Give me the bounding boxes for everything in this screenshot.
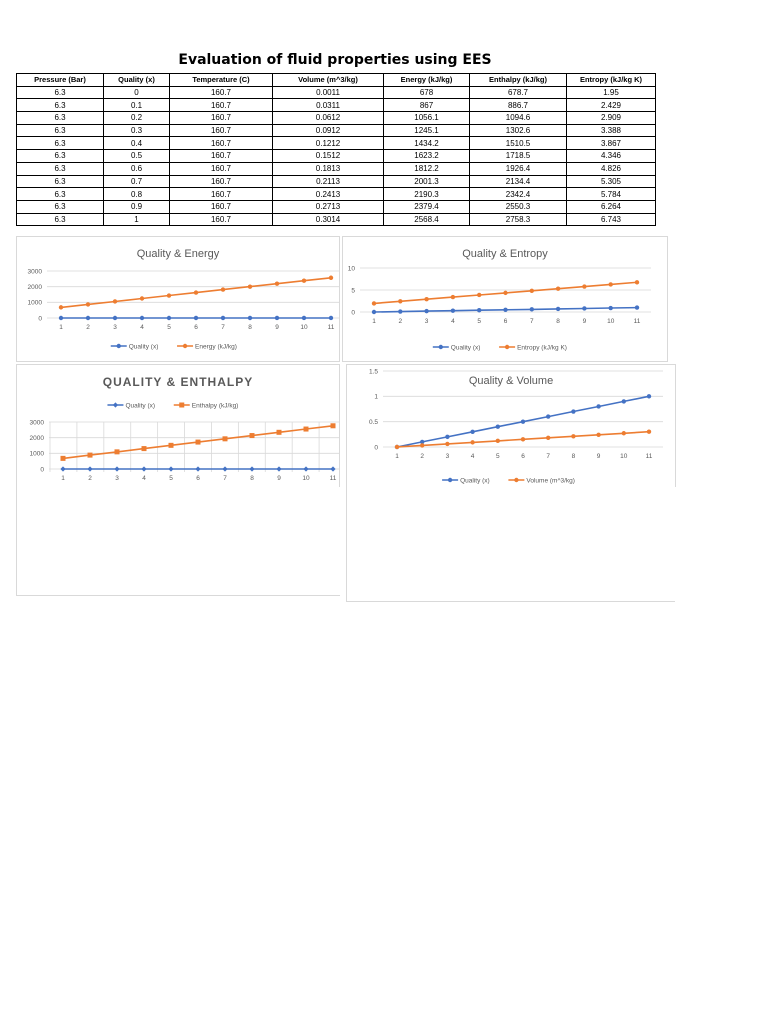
table-cell: 0.0311 (273, 99, 384, 112)
table-cell: 3.388 (567, 124, 656, 137)
table-cell: 1 (104, 213, 170, 226)
data-point (168, 466, 173, 471)
data-point (546, 414, 550, 418)
table-cell: 6.3 (17, 188, 104, 201)
data-point (87, 466, 92, 471)
data-point (470, 440, 474, 444)
data-point (596, 433, 600, 437)
table-cell: 0.2113 (273, 175, 384, 188)
x-tick-label: 7 (529, 318, 534, 325)
data-point (647, 430, 651, 434)
x-tick-label: 8 (248, 324, 252, 331)
table-row (17, 175, 656, 188)
x-tick-label: 9 (596, 453, 601, 460)
legend-marker (448, 478, 452, 482)
data-point (571, 434, 575, 438)
y-tick-label: 1.5 (368, 368, 378, 376)
y-tick-label: 0 (40, 466, 44, 474)
data-point (424, 297, 428, 301)
table-cell: 160.7 (170, 162, 273, 175)
data-point (398, 299, 402, 303)
table-header-cell: Enthalpy (kJ/kg) (470, 74, 567, 87)
x-tick-label: 3 (445, 453, 450, 460)
legend-label: Quality (x) (128, 343, 159, 351)
data-point (194, 290, 198, 294)
table-cell: 0.8 (104, 188, 170, 201)
x-tick-label: 8 (250, 475, 254, 482)
table-cell: 1056.1 (384, 112, 470, 125)
legend-label: Enthalpy (kJ/kg) (191, 402, 239, 410)
data-point (196, 440, 201, 445)
chart-quality-volume (346, 364, 676, 487)
chart-quality-energy-svg (17, 237, 339, 361)
data-point (195, 466, 200, 471)
data-point (609, 282, 613, 286)
data-point (60, 466, 65, 471)
table-cell: 6.3 (17, 200, 104, 213)
table-cell: 5.305 (567, 175, 656, 188)
table-header-cell: Volume (m^3/kg) (273, 74, 384, 87)
x-tick-label: 5 (477, 318, 482, 325)
data-point (330, 466, 335, 471)
table-cell: 2134.4 (470, 175, 567, 188)
data-point (596, 404, 600, 408)
x-tick-label: 11 (633, 318, 641, 325)
table-cell: 0.2413 (273, 188, 384, 201)
data-point (647, 394, 651, 398)
data-point (420, 443, 424, 447)
table-row (17, 213, 656, 226)
y-tick-label: 3000 (29, 419, 44, 427)
data-point (249, 466, 254, 471)
volume-frame-left (346, 486, 347, 602)
table-cell: 2190.3 (384, 188, 470, 201)
x-tick-label: 9 (275, 324, 279, 331)
table-header-cell: Entropy (kJ/kg K) (567, 74, 656, 87)
table-row (17, 112, 656, 125)
table-cell: 2568.4 (384, 213, 470, 226)
table-cell: 6.3 (17, 150, 104, 163)
data-point (546, 436, 550, 440)
legend-marker (514, 478, 518, 482)
x-tick-label: 2 (86, 324, 90, 331)
table-cell: 0.1 (104, 99, 170, 112)
y-tick-label: 0.5 (368, 418, 378, 426)
data-point (331, 423, 336, 428)
x-tick-label: 3 (115, 475, 119, 482)
x-tick-label: 7 (546, 453, 551, 460)
legend-marker (113, 402, 118, 407)
x-tick-label: 6 (503, 318, 508, 325)
table-row (17, 137, 656, 150)
data-point (115, 449, 120, 454)
table-cell: 1245.1 (384, 124, 470, 137)
table-cell: 6.264 (567, 200, 656, 213)
table-cell: 6.3 (17, 213, 104, 226)
legend-label: Entropy (kJ/kg K) (517, 344, 567, 352)
x-tick-label: 4 (140, 324, 144, 331)
table-cell: 0.3014 (273, 213, 384, 226)
y-tick-label: 1 (374, 393, 378, 401)
chart-quality-energy (16, 236, 340, 362)
y-tick-label: 10 (347, 265, 355, 273)
table-cell: 6.743 (567, 213, 656, 226)
x-tick-label: 11 (327, 324, 335, 331)
data-point (304, 427, 309, 432)
enthalpy-frame-left (16, 486, 17, 596)
data-point (250, 433, 255, 438)
data-point (521, 419, 525, 423)
table-cell: 0 (104, 86, 170, 99)
x-tick-label: 5 (495, 453, 500, 460)
data-point (530, 307, 534, 311)
table-cell: 678.7 (470, 86, 567, 99)
x-tick-label: 1 (61, 475, 65, 482)
table-cell: 678 (384, 86, 470, 99)
table-cell: 1094.6 (470, 112, 567, 125)
table-cell: 0.0612 (273, 112, 384, 125)
data-point (503, 291, 507, 295)
table-cell: 1812.2 (384, 162, 470, 175)
table-cell: 160.7 (170, 188, 273, 201)
x-tick-label: 10 (620, 453, 628, 460)
data-point (622, 431, 626, 435)
data-point (571, 409, 575, 413)
table-cell: 160.7 (170, 86, 273, 99)
legend-label: Volume (m^3/kg) (526, 477, 575, 485)
chart-quality-entropy-svg (343, 237, 667, 361)
x-tick-label: 3 (113, 324, 117, 331)
table-cell: 2550.3 (470, 200, 567, 213)
data-point (167, 293, 171, 297)
data-point (556, 286, 560, 290)
legend-marker (183, 344, 187, 348)
data-point (635, 280, 639, 284)
table-header-cell: Pressure (Bar) (17, 74, 104, 87)
y-tick-label: 0 (351, 309, 355, 317)
data-point (222, 466, 227, 471)
table-row (17, 86, 656, 99)
x-tick-label: 10 (607, 318, 615, 325)
table-row (17, 150, 656, 163)
table-cell: 0.1212 (273, 137, 384, 150)
x-tick-label: 11 (329, 475, 337, 482)
chart-title: Quality & Entropy (462, 248, 548, 260)
table-cell: 1510.5 (470, 137, 567, 150)
table-cell: 1926.4 (470, 162, 567, 175)
x-tick-label: 9 (277, 475, 281, 482)
data-point (61, 456, 66, 461)
table-cell: 1623.2 (384, 150, 470, 163)
table-cell: 1718.5 (470, 150, 567, 163)
table-row (17, 124, 656, 137)
data-point (140, 296, 144, 300)
x-tick-label: 10 (300, 324, 308, 331)
table-cell: 6.3 (17, 86, 104, 99)
data-point (622, 399, 626, 403)
x-tick-label: 11 (645, 453, 653, 460)
legend-marker (117, 344, 121, 348)
table-header-cell: Temperature (C) (170, 74, 273, 87)
x-tick-label: 8 (571, 453, 576, 460)
table-cell: 6.3 (17, 175, 104, 188)
page-title: Evaluation of fluid properties using EES (178, 52, 492, 68)
data-point (372, 310, 376, 314)
legend-marker (179, 403, 184, 408)
data-point (582, 306, 586, 310)
data-point (503, 308, 507, 312)
data-point (59, 305, 63, 309)
data-point (86, 316, 90, 320)
data-point (169, 443, 174, 448)
table-cell: 160.7 (170, 137, 273, 150)
table-row (17, 200, 656, 213)
x-tick-label: 5 (167, 324, 171, 331)
x-tick-label: 2 (88, 475, 92, 482)
data-point (88, 453, 93, 458)
data-point (140, 316, 144, 320)
table-cell: 160.7 (170, 99, 273, 112)
enthalpy-frame-bottom (16, 595, 340, 596)
x-tick-label: 1 (395, 453, 399, 460)
chart-quality-volume-svg (347, 365, 675, 487)
chart-quality-enthalpy (16, 364, 340, 487)
y-tick-label: 0 (38, 315, 42, 323)
table-cell: 0.7 (104, 175, 170, 188)
table-row (17, 188, 656, 201)
chart-quality-enthalpy-svg (17, 365, 339, 487)
table-cell: 160.7 (170, 112, 273, 125)
data-point (248, 284, 252, 288)
x-tick-label: 6 (194, 324, 198, 331)
chart-quality-entropy (342, 236, 668, 362)
data-point (424, 309, 428, 313)
fluid-properties-table (16, 73, 656, 226)
table-cell: 160.7 (170, 175, 273, 188)
x-tick-label: 4 (451, 318, 455, 325)
data-point (141, 466, 146, 471)
table-cell: 2342.4 (470, 188, 567, 201)
y-tick-label: 5 (351, 287, 355, 295)
table-cell: 0.2713 (273, 200, 384, 213)
y-tick-label: 1000 (29, 450, 44, 458)
data-point (329, 316, 333, 320)
x-tick-label: 10 (302, 475, 310, 482)
x-tick-label: 5 (169, 475, 173, 482)
data-point (275, 316, 279, 320)
data-point (635, 305, 639, 309)
data-point (451, 308, 455, 312)
legend-label: Quality (x) (450, 344, 481, 352)
y-tick-label: 1000 (27, 299, 42, 307)
table-cell: 6.3 (17, 137, 104, 150)
table-cell: 160.7 (170, 124, 273, 137)
table-cell: 1.95 (567, 86, 656, 99)
y-tick-label: 2000 (27, 283, 42, 291)
legend-marker (439, 345, 443, 349)
data-point (142, 446, 147, 451)
table-cell: 2379.4 (384, 200, 470, 213)
x-tick-label: 2 (420, 453, 425, 460)
data-point (395, 445, 399, 449)
x-tick-label: 1 (372, 318, 376, 325)
x-tick-label: 6 (521, 453, 525, 460)
x-tick-label: 7 (221, 324, 225, 331)
table-cell: 0.1512 (273, 150, 384, 163)
x-tick-label: 6 (196, 475, 200, 482)
data-point (302, 316, 306, 320)
x-tick-label: 2 (398, 318, 403, 325)
data-point (556, 307, 560, 311)
table-cell: 1302.6 (470, 124, 567, 137)
data-point (277, 430, 282, 435)
x-tick-label: 4 (142, 475, 146, 482)
table-cell: 0.6 (104, 162, 170, 175)
data-point (114, 466, 119, 471)
data-point (582, 284, 586, 288)
data-point (329, 276, 333, 280)
data-point (167, 316, 171, 320)
data-point (194, 316, 198, 320)
data-point (609, 306, 613, 310)
data-point (372, 301, 376, 305)
chart-title: Quality & Volume (468, 375, 554, 387)
table-cell: 2.429 (567, 99, 656, 112)
table-cell: 2.909 (567, 112, 656, 125)
x-tick-label: 8 (556, 318, 560, 325)
data-point (303, 466, 308, 471)
table-cell: 0.5 (104, 150, 170, 163)
data-point (470, 430, 474, 434)
data-point (113, 316, 117, 320)
data-point (530, 289, 534, 293)
data-point (302, 279, 306, 283)
chart-title: Quality & Energy (136, 248, 220, 260)
data-point (113, 299, 117, 303)
x-tick-label: 3 (424, 318, 429, 325)
data-point (221, 316, 225, 320)
legend-marker (505, 345, 509, 349)
data-point (496, 425, 500, 429)
x-tick-label: 7 (223, 475, 227, 482)
x-tick-label: 9 (582, 318, 587, 325)
table-cell: 0.3 (104, 124, 170, 137)
x-tick-label: 4 (470, 453, 475, 460)
table-cell: 0.1813 (273, 162, 384, 175)
data-point (59, 316, 63, 320)
table-cell: 0.0912 (273, 124, 384, 137)
table-cell: 6.3 (17, 162, 104, 175)
table-cell: 6.3 (17, 112, 104, 125)
data-point (477, 293, 481, 297)
chart-title: QUALITY & ENTHALPY (102, 375, 254, 389)
table-header-cell: Quality (x) (104, 74, 170, 87)
table-cell: 4.826 (567, 162, 656, 175)
table-cell: 0.9 (104, 200, 170, 213)
data-point (445, 435, 449, 439)
data-point (496, 439, 500, 443)
legend-label: Quality (x) (125, 402, 156, 410)
table-header-row (17, 74, 656, 87)
x-tick-label: 1 (59, 324, 63, 331)
table-cell: 6.3 (17, 124, 104, 137)
table-cell: 160.7 (170, 150, 273, 163)
legend-label: Energy (kJ/kg) (195, 343, 237, 351)
table-header-cell: Energy (kJ/kg) (384, 74, 470, 87)
data-point (223, 436, 228, 441)
table-cell: 3.867 (567, 137, 656, 150)
data-point (248, 316, 252, 320)
table-cell: 0.4 (104, 137, 170, 150)
table-cell: 0.2 (104, 112, 170, 125)
table-cell: 886.7 (470, 99, 567, 112)
data-point (221, 287, 225, 291)
data-point (521, 437, 525, 441)
table-cell: 160.7 (170, 200, 273, 213)
data-point (477, 308, 481, 312)
table-cell: 2001.3 (384, 175, 470, 188)
y-tick-label: 0 (374, 444, 378, 452)
legend-label: Quality (x) (460, 477, 490, 485)
table-row (17, 99, 656, 112)
data-point (86, 302, 90, 306)
data-point (451, 295, 455, 299)
table-cell: 867 (384, 99, 470, 112)
data-point (275, 281, 279, 285)
table-cell: 0.0011 (273, 86, 384, 99)
table-cell: 2758.3 (470, 213, 567, 226)
table-cell: 4.346 (567, 150, 656, 163)
table-cell: 160.7 (170, 213, 273, 226)
data-point (398, 309, 402, 313)
table-cell: 1434.2 (384, 137, 470, 150)
data-point (276, 466, 281, 471)
table-cell: 6.3 (17, 99, 104, 112)
y-tick-label: 2000 (29, 434, 44, 442)
table-row (17, 162, 656, 175)
y-tick-label: 3000 (27, 268, 42, 276)
data-point (445, 442, 449, 446)
table-cell: 5.784 (567, 188, 656, 201)
volume-frame-bottom (346, 601, 675, 602)
